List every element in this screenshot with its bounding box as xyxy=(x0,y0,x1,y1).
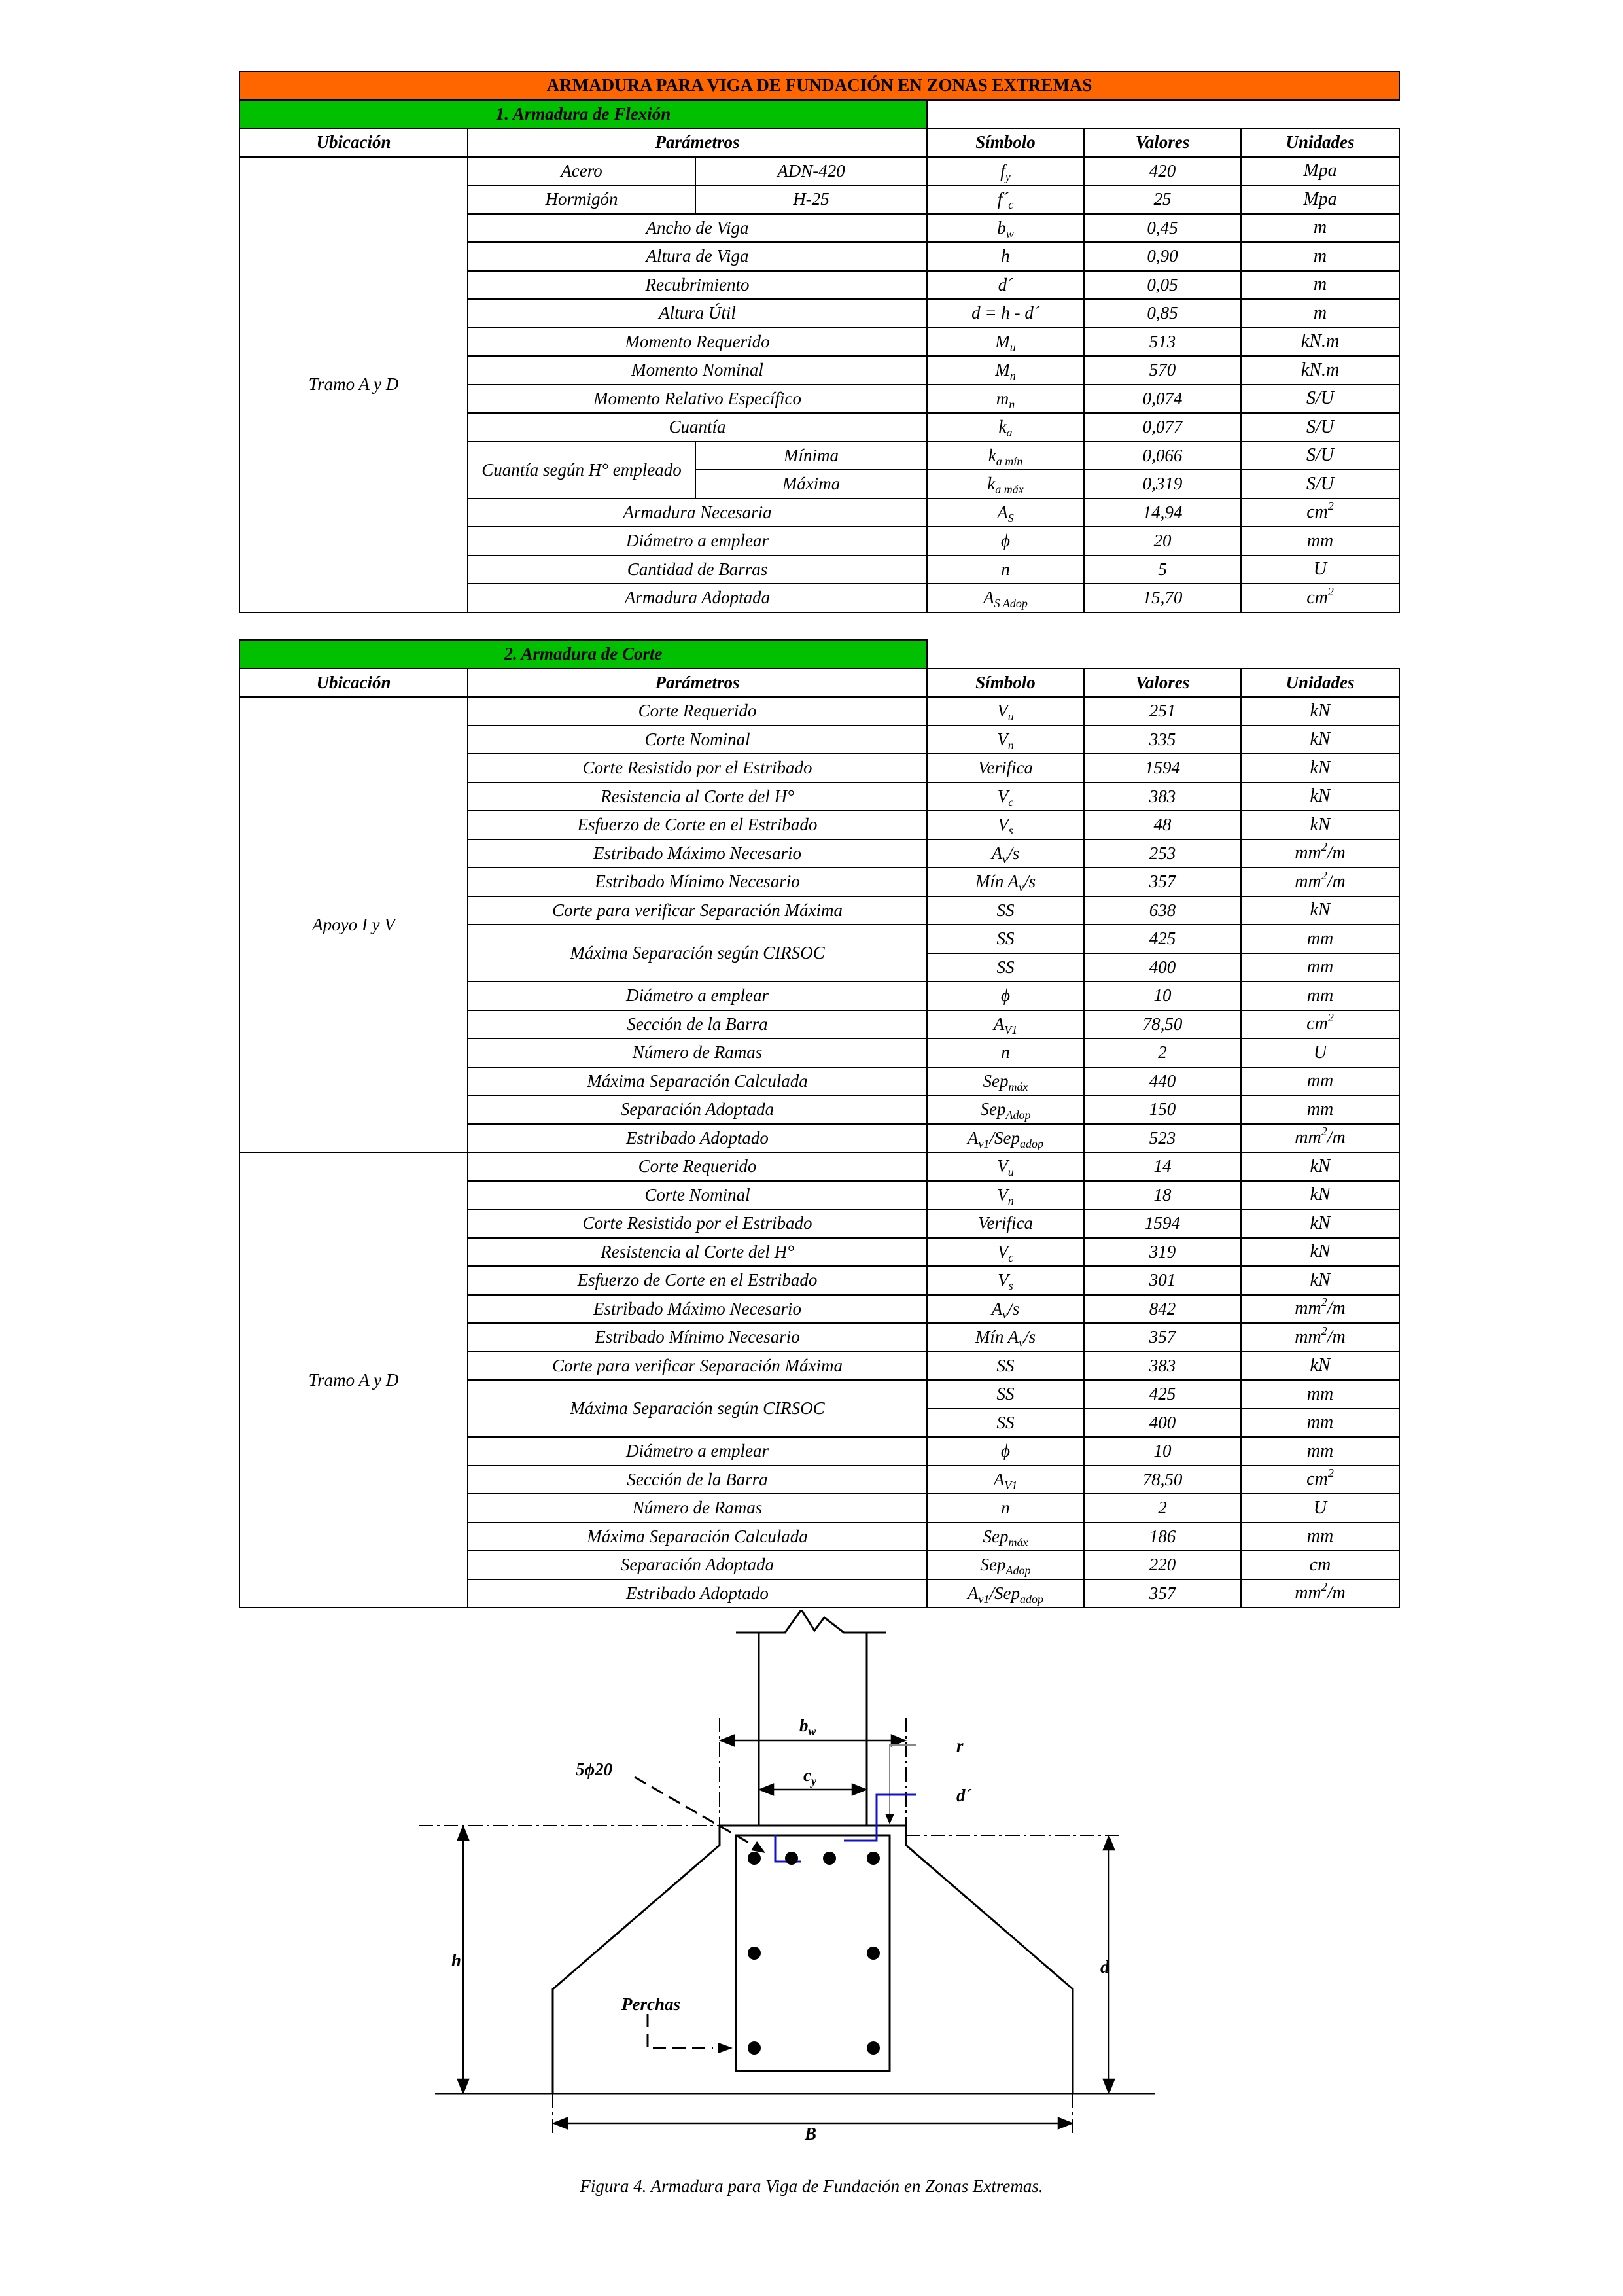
param-cell: Mínima xyxy=(695,442,927,470)
column-header-ubicacion: Ubicación xyxy=(239,669,468,698)
page-title: ARMADURA PARA VIGA DE FUNDACIÓN EN ZONAS EXTREMAS xyxy=(239,71,1399,100)
unit-cell: kN xyxy=(1241,1181,1399,1210)
symbol-cell: ϕ xyxy=(927,527,1084,556)
symbol-cell: $A_{V1}$ xyxy=(927,1010,1084,1039)
unit-cell: cm xyxy=(1241,1551,1399,1580)
param-cell: Diámetro a emplear xyxy=(468,527,927,556)
param-cell: Estribado Mínimo Necesario xyxy=(468,868,927,896)
column-header-unidades: Unidades xyxy=(1241,669,1399,698)
unit-cell: m xyxy=(1241,271,1399,300)
rebar-top-4 xyxy=(867,1852,880,1865)
r-leader xyxy=(890,1745,916,1822)
table-row xyxy=(239,697,1399,726)
param-cell: Resistencia al Corte del H° xyxy=(468,1238,927,1267)
unit-cell: kN xyxy=(1241,1209,1399,1238)
column-header-parametros: Parámetros xyxy=(468,128,927,157)
unit-cell: kN xyxy=(1241,783,1399,811)
unit-cell: mm xyxy=(1241,981,1399,1010)
param-cell: Máxima Separación Calculada xyxy=(468,1523,927,1551)
value-cell: 440 xyxy=(1084,1067,1241,1096)
unit-cell: $mm^2/m$ xyxy=(1241,868,1399,896)
bw-label: $b_w$ xyxy=(799,1716,816,1738)
unit-cell: $cm^2$ xyxy=(1241,499,1399,527)
value-cell: 186 xyxy=(1084,1523,1241,1551)
value-cell: 5 xyxy=(1084,556,1241,584)
symbol-cell: Verifica xyxy=(927,1209,1084,1238)
corte-table xyxy=(239,639,1400,1608)
unit-cell: $mm^2/m$ xyxy=(1241,839,1399,868)
symbol-cell: n xyxy=(927,1038,1084,1067)
symbol-cell: $V_u$ xyxy=(927,697,1084,726)
d-label: d xyxy=(1100,1957,1109,1977)
rebar-bottom-right xyxy=(867,2041,880,2055)
param-cell: Máxima xyxy=(695,470,927,499)
table-row xyxy=(239,157,1399,186)
param-cell: Esfuerzo de Corte en el Estribado xyxy=(468,811,927,839)
unit-cell: kN xyxy=(1241,697,1399,726)
B-label: B xyxy=(805,2124,817,2140)
param-cell: Corte Requerido xyxy=(468,697,927,726)
value-cell: 25 xyxy=(1084,185,1241,214)
symbol-cell: $V_u$ xyxy=(927,1152,1084,1181)
param-cell: Máxima Separación Calculada xyxy=(468,1067,927,1096)
value-cell: 319 xyxy=(1084,1238,1241,1267)
symbol-cell: SS xyxy=(927,925,1084,953)
symbol-cell: $V_s$ xyxy=(927,1266,1084,1295)
unit-cell: kN xyxy=(1241,1152,1399,1181)
unit-cell: m xyxy=(1241,299,1399,328)
value-cell: 2 xyxy=(1084,1038,1241,1067)
symbol-cell: $f´_c$ xyxy=(927,185,1084,214)
column-header-parametros: Parámetros xyxy=(468,669,927,698)
param-cell: Corte Requerido xyxy=(468,1152,927,1181)
perchas-label: Perchas xyxy=(621,1994,680,2014)
symbol-cell: ϕ xyxy=(927,981,1084,1010)
symbol-cell: SS xyxy=(927,1409,1084,1438)
param-cell: Separación Adoptada xyxy=(468,1551,927,1580)
section-title-flexion: 1. Armadura de Flexión xyxy=(239,100,927,129)
param-cell: Recubrimiento xyxy=(468,271,927,300)
beam-section-diagram xyxy=(393,1610,1243,2140)
location-cell: Tramo A y D xyxy=(239,157,468,612)
param-cell: Altura de Viga xyxy=(468,242,927,271)
value-cell: 0,319 xyxy=(1084,470,1241,499)
value-cell: 18 xyxy=(1084,1181,1241,1210)
value-cell: 251 xyxy=(1084,697,1241,726)
param-cell: Diámetro a emplear xyxy=(468,1437,927,1466)
param-cell: Estribado Máximo Necesario xyxy=(468,1295,927,1324)
symbol-cell: ϕ xyxy=(927,1437,1084,1466)
unit-cell: mm xyxy=(1241,1380,1399,1409)
symbol-cell: $k_{a mín}$ xyxy=(927,442,1084,470)
symbol-cell: $A_v/s$ xyxy=(927,839,1084,868)
column-break-line xyxy=(736,1610,886,1633)
symbol-cell: $V_s$ xyxy=(927,811,1084,839)
r-label: r xyxy=(956,1736,964,1756)
h-label: h xyxy=(451,1951,462,1970)
acero-value: ADN-420 xyxy=(695,157,927,186)
rebar-bottom-left xyxy=(748,2041,761,2055)
symbol-cell: $A_{v1}/Sep_{adop}$ xyxy=(927,1580,1084,1608)
unit-cell: $mm^2/m$ xyxy=(1241,1124,1399,1153)
symbol-cell: SS xyxy=(927,896,1084,925)
value-cell: 0,90 xyxy=(1084,242,1241,271)
value-cell: 513 xyxy=(1084,328,1241,357)
rebar-top-2 xyxy=(785,1852,798,1865)
unit-cell: U xyxy=(1241,1038,1399,1067)
value-cell: 78,50 xyxy=(1084,1466,1241,1494)
unit-cell: mm xyxy=(1241,1095,1399,1124)
value-cell: 1594 xyxy=(1084,1209,1241,1238)
unit-cell: Mpa xyxy=(1241,185,1399,214)
symbol-cell: $A_{S Adop}$ xyxy=(927,584,1084,612)
symbol-cell: n xyxy=(927,556,1084,584)
symbol-cell: $A_{v1}/Sep_{adop}$ xyxy=(927,1124,1084,1153)
param-cell: Corte para verificar Separación Máxima xyxy=(468,1352,927,1381)
unit-cell: S/U xyxy=(1241,385,1399,414)
value-cell: 357 xyxy=(1084,868,1241,896)
symbol-cell: SS xyxy=(927,953,1084,982)
rebar-top-3 xyxy=(823,1852,836,1865)
symbol-cell: Sep$_{Adop}$ xyxy=(927,1095,1084,1124)
acero-label: Acero xyxy=(468,157,695,186)
value-cell: 0,85 xyxy=(1084,299,1241,328)
value-cell: 400 xyxy=(1084,953,1241,982)
param-cell: Cantidad de Barras xyxy=(468,556,927,584)
section-title-corte: 2. Armadura de Corte xyxy=(239,640,927,669)
value-cell: 638 xyxy=(1084,896,1241,925)
param-cell: Estribado Adoptado xyxy=(468,1124,927,1153)
unit-cell: $cm^2$ xyxy=(1241,1010,1399,1039)
unit-cell: kN xyxy=(1241,1352,1399,1381)
symbol-cell: Sep$_{Adop}$ xyxy=(927,1551,1084,1580)
symbol-cell: d = h - d´ xyxy=(927,299,1084,328)
symbol-cell: Sep$_{máx}$ xyxy=(927,1523,1084,1551)
param-cell: Sección de la Barra xyxy=(468,1010,927,1039)
symbol-cell: $f_y$ xyxy=(927,157,1084,186)
param-cell: Corte Nominal xyxy=(468,1181,927,1210)
value-cell: 15,70 xyxy=(1084,584,1241,612)
value-cell: 2 xyxy=(1084,1494,1241,1523)
value-cell: 1594 xyxy=(1084,754,1241,783)
unit-cell: Mpa xyxy=(1241,157,1399,186)
param-cell: Momento Relativo Específico xyxy=(468,385,927,414)
param-cell: Ancho de Viga xyxy=(468,214,927,243)
symbol-cell: $k_a$ xyxy=(927,413,1084,442)
column-header-simbolo: Símbolo xyxy=(927,669,1084,698)
footing-outline xyxy=(553,1826,1073,2094)
symbol-cell: $A_v/s$ xyxy=(927,1295,1084,1324)
symbol-cell: Verifica xyxy=(927,754,1084,783)
symbol-cell: Mín $A_v/s$ xyxy=(927,1323,1084,1352)
bars-leader xyxy=(635,1777,759,1848)
symbol-cell: SS xyxy=(927,1352,1084,1381)
cy-label: $c_y$ xyxy=(803,1765,816,1788)
symbol-cell: $A_S$ xyxy=(927,499,1084,527)
param-cell: Altura Útil xyxy=(468,299,927,328)
unit-cell: m xyxy=(1241,214,1399,243)
unit-cell: kN xyxy=(1241,726,1399,754)
unit-cell: kN xyxy=(1241,896,1399,925)
table-row xyxy=(239,1152,1399,1181)
unit-cell: mm xyxy=(1241,1409,1399,1438)
value-cell: 357 xyxy=(1084,1323,1241,1352)
flexion-table xyxy=(239,71,1400,613)
cuantia-group-label: Cuantía según H° empleado xyxy=(468,442,695,499)
figure-caption: Figura 4. Armadura para Viga de Fundación en Zonas Extremas. xyxy=(580,2176,1043,2196)
param-cell: Armadura Adoptada xyxy=(468,584,927,612)
symbol-cell: $b_w$ xyxy=(927,214,1084,243)
column-header-simbolo: Símbolo xyxy=(927,128,1084,157)
symbol-cell: Mín $A_v/s$ xyxy=(927,868,1084,896)
symbol-cell: $V_n$ xyxy=(927,1181,1084,1210)
unit-cell: $mm^2/m$ xyxy=(1241,1580,1399,1608)
unit-cell: kN xyxy=(1241,1238,1399,1267)
value-cell: 10 xyxy=(1084,981,1241,1010)
value-cell: 220 xyxy=(1084,1551,1241,1580)
unit-cell: $cm^2$ xyxy=(1241,584,1399,612)
value-cell: 150 xyxy=(1084,1095,1241,1124)
unit-cell: $mm^2/m$ xyxy=(1241,1295,1399,1324)
value-cell: 0,077 xyxy=(1084,413,1241,442)
unit-cell: m xyxy=(1241,242,1399,271)
column-header-valores: Valores xyxy=(1084,669,1241,698)
value-cell: 0,074 xyxy=(1084,385,1241,414)
symbol-cell: n xyxy=(927,1494,1084,1523)
value-cell: 14,94 xyxy=(1084,499,1241,527)
hormigon-value: H-25 xyxy=(695,185,927,214)
param-cell: Máxima Separación según CIRSOC xyxy=(468,925,927,981)
value-cell: 523 xyxy=(1084,1124,1241,1153)
unit-cell: $cm^2$ xyxy=(1241,1466,1399,1494)
bars-label: 5ϕ20 xyxy=(576,1759,613,1779)
value-cell: 383 xyxy=(1084,1352,1241,1381)
unit-cell: kN.m xyxy=(1241,356,1399,385)
column-header-unidades: Unidades xyxy=(1241,128,1399,157)
param-cell: Momento Nominal xyxy=(468,356,927,385)
unit-cell: mm xyxy=(1241,1067,1399,1096)
unit-cell: kN.m xyxy=(1241,328,1399,357)
param-cell: Corte Resistido por el Estribado xyxy=(468,754,927,783)
unit-cell: kN xyxy=(1241,754,1399,783)
value-cell: 425 xyxy=(1084,1380,1241,1409)
param-cell: Número de Ramas xyxy=(468,1038,927,1067)
symbol-cell: $M_u$ xyxy=(927,328,1084,357)
value-cell: 383 xyxy=(1084,783,1241,811)
unit-cell: S/U xyxy=(1241,442,1399,470)
unit-cell: S/U xyxy=(1241,470,1399,499)
symbol-cell: $M_n$ xyxy=(927,356,1084,385)
unit-cell: kN xyxy=(1241,811,1399,839)
param-cell: Cuantía xyxy=(468,413,927,442)
column-header-ubicacion: Ubicación xyxy=(239,128,468,157)
param-cell: Corte Resistido por el Estribado xyxy=(468,1209,927,1238)
unit-cell: kN xyxy=(1241,1266,1399,1295)
param-cell: Separación Adoptada xyxy=(468,1095,927,1124)
unit-cell: mm xyxy=(1241,527,1399,556)
param-cell: Diámetro a emplear xyxy=(468,981,927,1010)
symbol-cell: SS xyxy=(927,1380,1084,1409)
value-cell: 335 xyxy=(1084,726,1241,754)
value-cell: 14 xyxy=(1084,1152,1241,1181)
symbol-cell: Sep$_{máx}$ xyxy=(927,1067,1084,1096)
dprime-label: d´ xyxy=(956,1786,971,1805)
unit-cell: U xyxy=(1241,1494,1399,1523)
symbol-cell: d´ xyxy=(927,271,1084,300)
unit-cell: mm xyxy=(1241,925,1399,953)
param-cell: Estribado Máximo Necesario xyxy=(468,839,927,868)
value-cell: 400 xyxy=(1084,1409,1241,1438)
value-cell: 0,45 xyxy=(1084,214,1241,243)
symbol-cell: $V_n$ xyxy=(927,726,1084,754)
rebar-top-1 xyxy=(748,1852,761,1865)
param-cell: Esfuerzo de Corte en el Estribado xyxy=(468,1266,927,1295)
param-cell: Estribado Mínimo Necesario xyxy=(468,1323,927,1352)
unit-cell: mm xyxy=(1241,953,1399,982)
value-cell: 0,05 xyxy=(1084,271,1241,300)
symbol-cell: $V_c$ xyxy=(927,1238,1084,1267)
value-cell: 425 xyxy=(1084,925,1241,953)
value-cell: 253 xyxy=(1084,839,1241,868)
param-cell: Estribado Adoptado xyxy=(468,1580,927,1608)
value-cell: 357 xyxy=(1084,1580,1241,1608)
unit-cell: S/U xyxy=(1241,413,1399,442)
hormigon-label: Hormigón xyxy=(468,185,695,214)
perchas-leader xyxy=(648,2014,713,2048)
value-cell: 301 xyxy=(1084,1266,1241,1295)
param-cell: Corte para verificar Separación Máxima xyxy=(468,896,927,925)
rebar-mid-left xyxy=(748,1947,761,1960)
column-header-valores: Valores xyxy=(1084,128,1241,157)
value-cell: 20 xyxy=(1084,527,1241,556)
param-cell: Resistencia al Corte del H° xyxy=(468,783,927,811)
value-cell: 0,066 xyxy=(1084,442,1241,470)
param-cell: Momento Requerido xyxy=(468,328,927,357)
symbol-cell: $V_c$ xyxy=(927,783,1084,811)
location-cell: Tramo A y D xyxy=(239,1152,468,1608)
param-cell: Sección de la Barra xyxy=(468,1466,927,1494)
value-cell: 10 xyxy=(1084,1437,1241,1466)
unit-cell: mm xyxy=(1241,1437,1399,1466)
value-cell: 842 xyxy=(1084,1295,1241,1324)
unit-cell: mm xyxy=(1241,1523,1399,1551)
symbol-cell: h xyxy=(927,242,1084,271)
value-cell: 570 xyxy=(1084,356,1241,385)
value-cell: 78,50 xyxy=(1084,1010,1241,1039)
symbol-cell: $A_{V1}$ xyxy=(927,1466,1084,1494)
param-cell: Corte Nominal xyxy=(468,726,927,754)
symbol-cell: $m_n$ xyxy=(927,385,1084,414)
param-cell: Máxima Separación según CIRSOC xyxy=(468,1380,927,1437)
rebar-mid-right xyxy=(867,1947,880,1960)
param-cell: Número de Ramas xyxy=(468,1494,927,1523)
value-cell: 48 xyxy=(1084,811,1241,839)
unit-cell: $mm^2/m$ xyxy=(1241,1323,1399,1352)
unit-cell: U xyxy=(1241,556,1399,584)
symbol-cell: $k_{a máx}$ xyxy=(927,470,1084,499)
param-cell: Armadura Necesaria xyxy=(468,499,927,527)
location-cell: Apoyo I y V xyxy=(239,697,468,1152)
value-cell: 420 xyxy=(1084,157,1241,186)
